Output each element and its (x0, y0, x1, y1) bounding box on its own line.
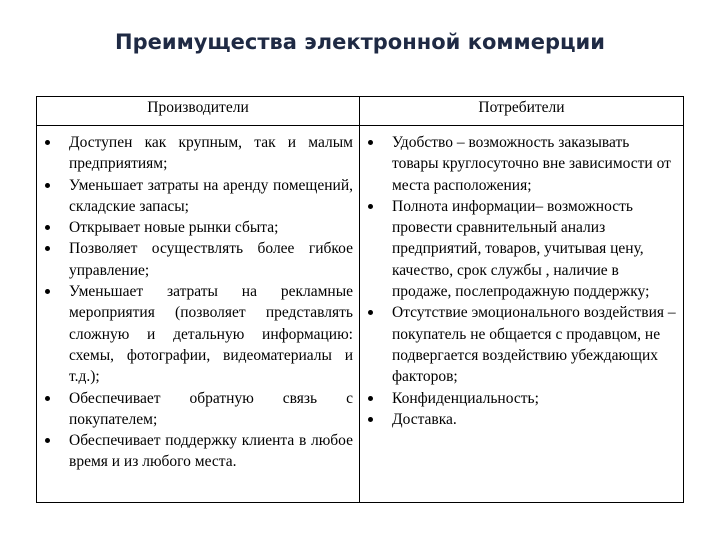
consumers-cell (360, 126, 684, 503)
page-title: Преимущества электронной коммерции (115, 30, 605, 54)
consumers-header: Потребители (360, 97, 684, 126)
list-item: Удобство – возможность заказывать товары круглосуточно вне зависимости от места расположения; (364, 132, 677, 196)
list-item: Полнота информации– возможность провести сравнительный анализ предприятий, товаров, учитывая цену, качество, срок службы , наличие в продаже, послепродажную поддержку; (364, 196, 677, 302)
list-item: Доступен как крупным, так и малым предприятиям; (41, 132, 353, 175)
table-row (37, 126, 684, 503)
list-item: Позволяет осуществлять более гибкое управление; (41, 238, 353, 281)
list-item: Отсутствие эмоционального воздействия – покупатель не общается с продавцом, не подвергается воздействию убеждающих факторов; (364, 302, 677, 387)
list-item: Обеспечивает поддержку клиента в любое время и из любого места. (41, 430, 353, 473)
list-item: Уменьшает затраты на рекламные мероприятия (позволяет представлять сложную и детальную информацию: схемы, фотографии, видеоматериалы и т.д.); (41, 281, 353, 387)
consumers-list (364, 132, 677, 430)
advantages-table (36, 96, 684, 503)
producers-header: Производители (37, 97, 360, 126)
list-item: Конфиденциальность; (364, 388, 677, 409)
list-item: Доставка. (364, 409, 677, 430)
list-item: Открывает новые рынки сбыта; (41, 217, 353, 238)
list-item: Уменьшает затраты на аренду помещений, складские запасы; (41, 175, 353, 218)
list-item: Обеспечивает обратную связь с покупателем; (41, 388, 353, 431)
producers-list (41, 132, 353, 473)
producers-cell (37, 126, 360, 503)
table-header-row (37, 97, 684, 126)
